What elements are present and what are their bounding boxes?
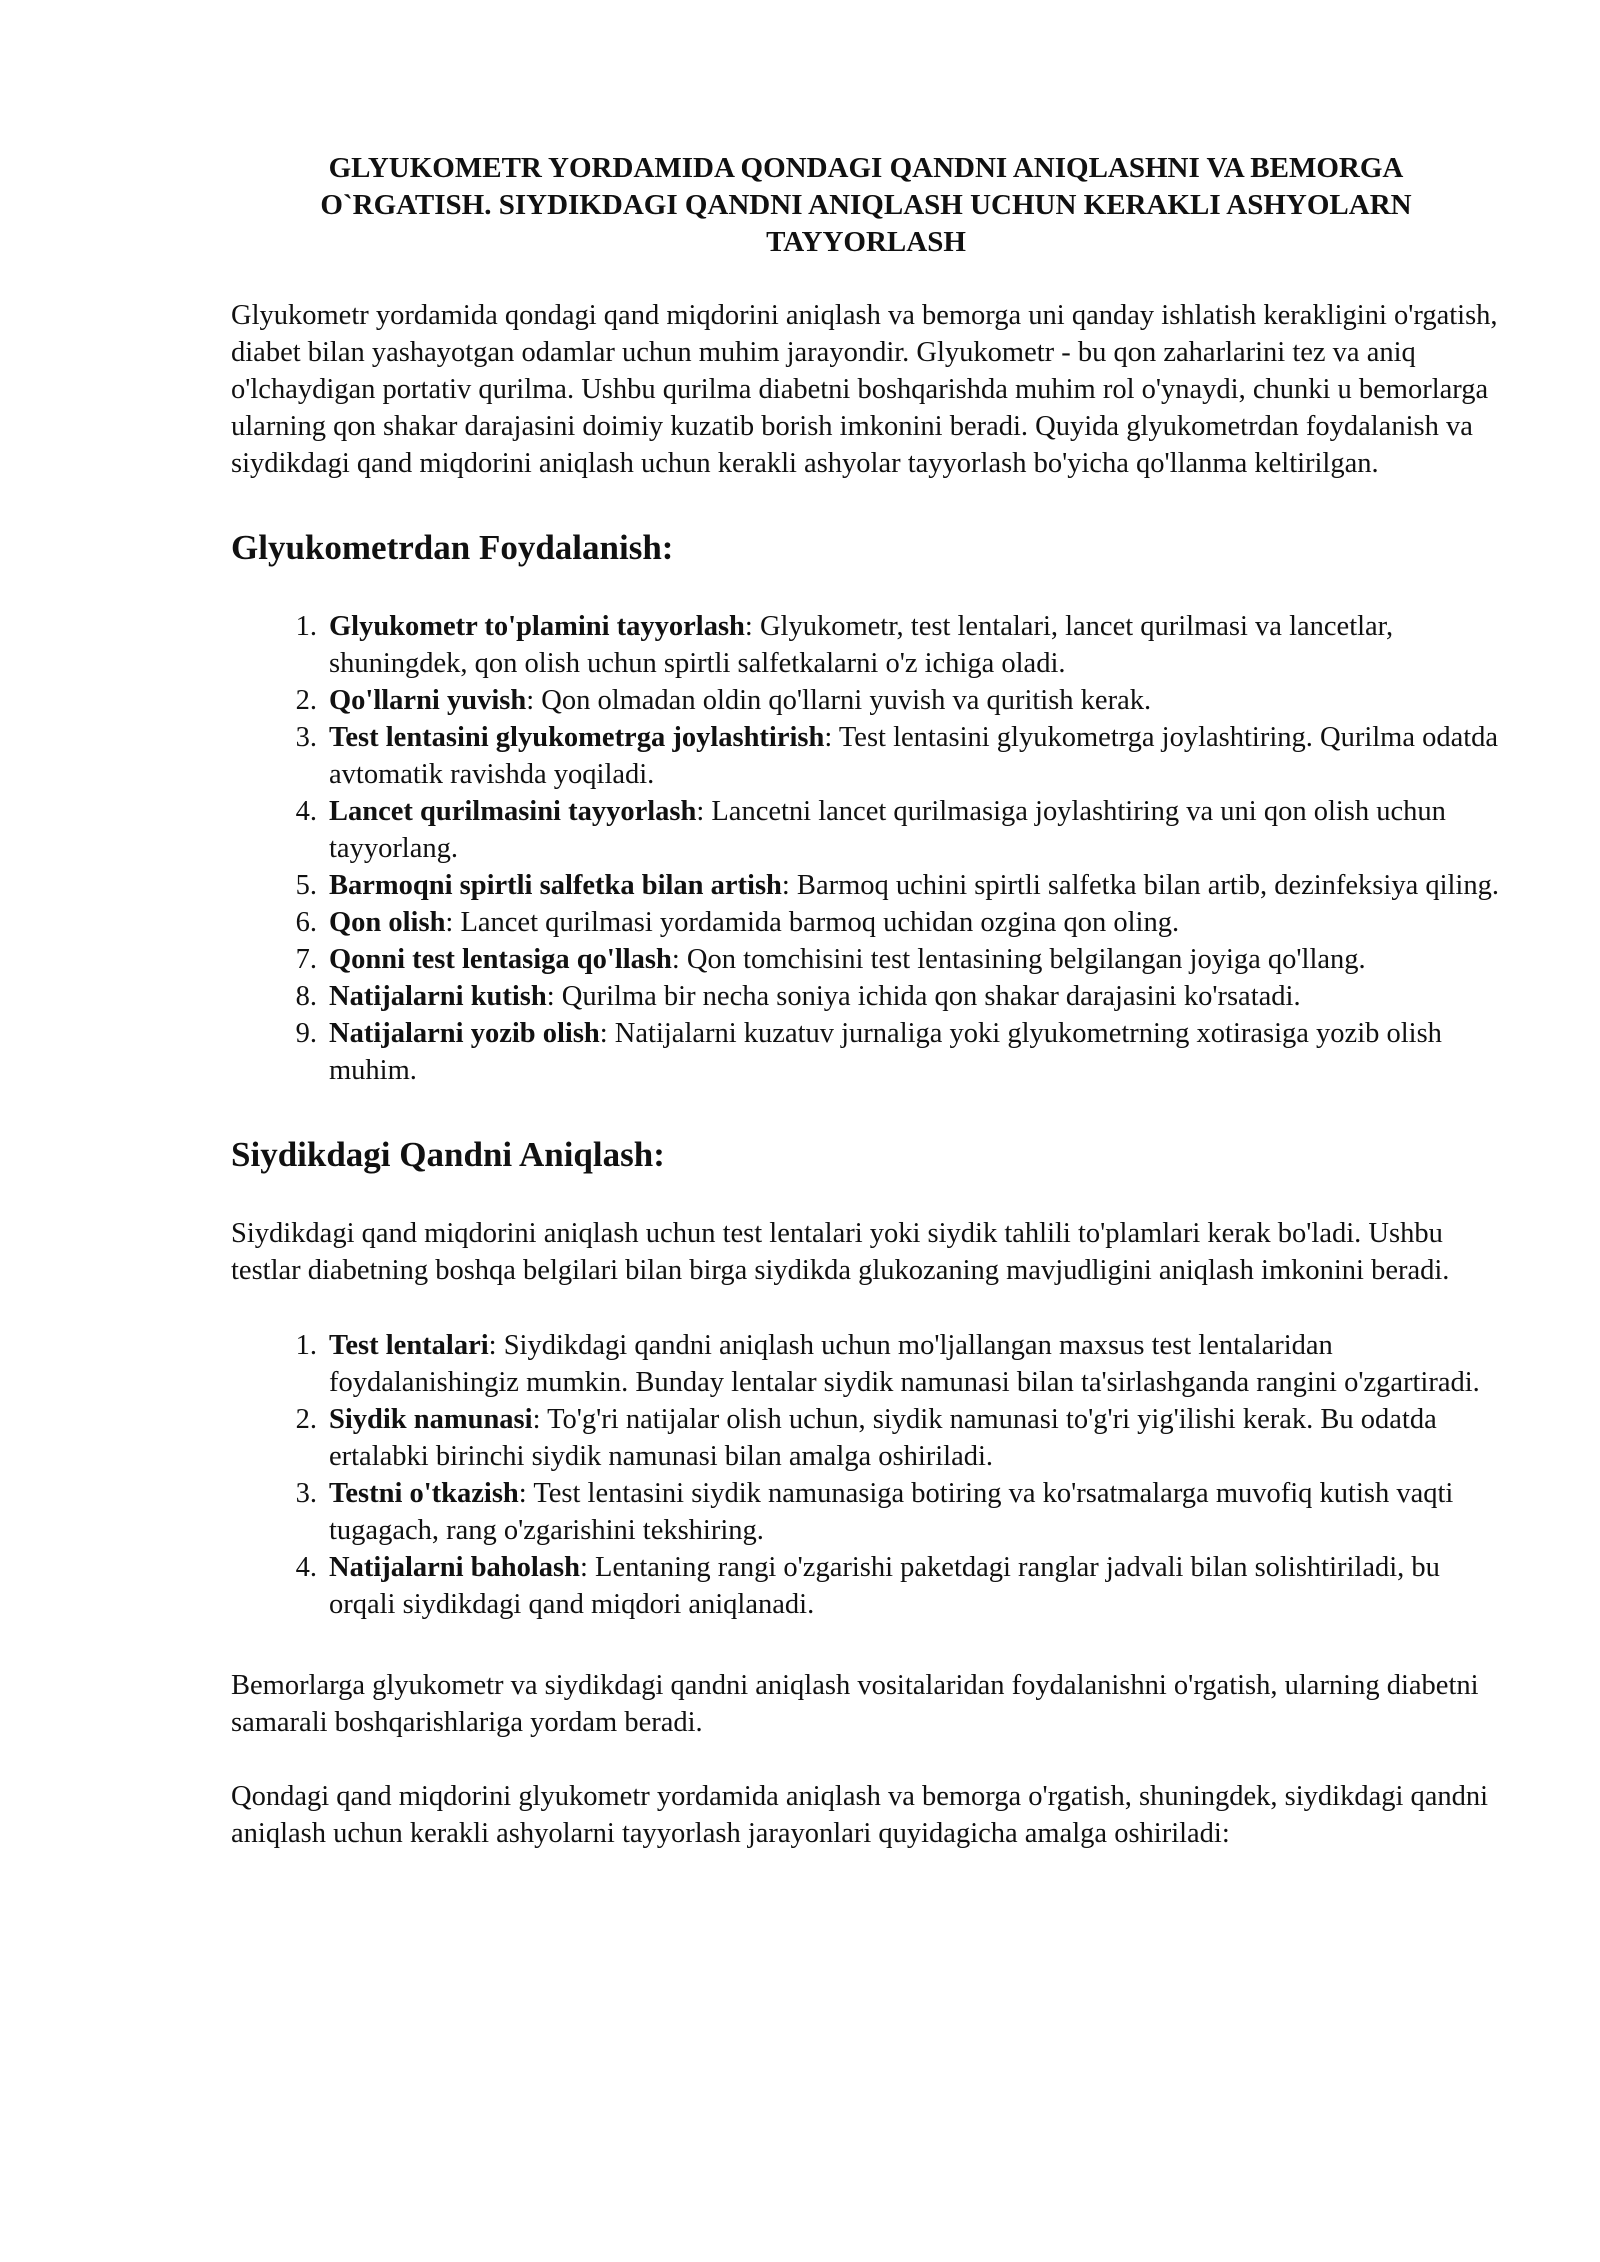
list-item [231, 1475, 1501, 1549]
list-item-term: Qon olish [329, 907, 446, 938]
list-item-text: : Lentaning rangi o'zgarishi paketdagi ranglar jadvali bilan solishtiriladi, bu orqali siydikdagi qand miqdori aniqlanadi. [329, 1552, 1440, 1620]
list-item-number: 1. [295, 611, 317, 642]
list-item-number: 3. [295, 1478, 317, 1509]
intro-paragraph: Glyukometr yordamida qondagi qand miqdorini aniqlash va bemorga uni qanday ishlatish kerakligini o'rgatish, diabet bilan yashayotgan odamlar uchun muhim jarayondir. Glyukometr - bu qon zaharlarini tez va aniq o'lchaydigan portativ qurilma. Ushbu qurilma diabetni boshqarishda muhim rol o'ynaydi, chunki u bemorlarga ularning qon shakar darajasini doimiy kuzatib borish imkonini beradi. Quyida glyukometrdan foydalanish va siydikdagi qand miqdorini aniqlash uchun kerakli ashyolar tayyorlash bo'yicha qo'llanma keltirilgan. [231, 300, 1498, 479]
list-item-number: 1. [295, 1330, 317, 1361]
list-item [231, 978, 1501, 1015]
glucometer-steps-list [231, 608, 1501, 1089]
list-item-text: : Qurilma bir necha soniya ichida qon shakar darajasini ko'rsatadi. [546, 981, 1301, 1012]
list-item-text: : Qon olmadan oldin qo'llarni yuvish va quritish kerak. [526, 685, 1152, 716]
list-item-text: : Barmoq uchini spirtli salfetka bilan artib, dezinfeksiya qiling. [781, 870, 1499, 901]
list-item-number: 4. [295, 1552, 317, 1583]
list-item [231, 608, 1501, 682]
list-item-number: 3. [295, 722, 317, 753]
list-item-number: 5. [295, 870, 317, 901]
urine-intro-paragraph: Siydikdagi qand miqdorini aniqlash uchun test lentalari yoki siydik tahlili to'plamlari kerak bo'ladi. Ushbu testlar diabetning boshqa belgilari bilan birga siydikda glukozaning mavjudligini aniqlash imkonini beradi. [231, 1218, 1450, 1286]
list-item-term: Testni o'tkazish [329, 1478, 519, 1509]
closing-paragraph-2: Qondagi qand miqdorini glyukometr yordamida aniqlash va bemorga o'rgatish, shuningdek, siydikdagi qandni aniqlash uchun kerakli ashyolarni tayyorlash jarayonlari quyidagicha amalga oshiriladi: [231, 1781, 1489, 1849]
list-item [231, 1015, 1501, 1089]
list-item-text: : Qon tomchisini test lentasining belgilangan joyiga qo'llang. [671, 944, 1366, 975]
list-item [231, 719, 1501, 793]
list-item-term: Glyukometr to'plamini tayyorlash [329, 611, 745, 642]
list-item-term: Qo'llarni yuvish [329, 685, 527, 716]
urine-steps-list [231, 1327, 1501, 1623]
list-item-text: : To'g'ri natijalar olish uchun, siydik namunasi to'g'ri yig'ilishi kerak. Bu odatda ertalabki birinchi siydik namunasi bilan amalga oshiriladi. [329, 1404, 1437, 1472]
section-heading-glucometer: Glyukometrdan Foydalanish: [231, 528, 674, 567]
list-item-term: Test lentalari [329, 1330, 489, 1361]
list-item-text: : Test lentasini glyukometrga joylashtiring. Qurilma odatda avtomatik ravishda yoqiladi. [329, 722, 1499, 790]
list-item [231, 904, 1501, 941]
list-item-term: Qonni test lentasiga qo'llash [329, 944, 672, 975]
list-item-term: Natijalarni baholash [329, 1552, 581, 1583]
list-item-number: 4. [295, 796, 317, 827]
list-item [231, 1401, 1501, 1475]
list-item-text: : Siydikdagi qandni aniqlash uchun mo'ljallangan maxsus test lentalaridan foydalanishingiz mumkin. Bunday lentalar siydik namunasi bilan ta'sirlashganda rangini o'zgartiradi. [329, 1330, 1480, 1398]
list-item-text: : Lancet qurilmasi yordamida barmoq uchidan ozgina qon oling. [445, 907, 1180, 938]
list-item [231, 793, 1501, 867]
list-item-term: Lancet qurilmasini tayyorlash [329, 796, 697, 827]
closing-paragraph-1: Bemorlarga glyukometr va siydikdagi qandni aniqlash vositalaridan foydalanishni o'rgatish, ularning diabetni samarali boshqarishlariga yordam beradi. [231, 1670, 1479, 1738]
list-item-number: 7. [295, 944, 317, 975]
list-item-number: 6. [295, 907, 317, 938]
list-item [231, 682, 1501, 719]
section-heading-urine: Siydikdagi Qandni Aniqlash: [231, 1135, 665, 1174]
list-item-number: 2. [295, 1404, 317, 1435]
list-item-text: : Test lentasini siydik namunasiga botiring va ko'rsatmalarga muvofiq kutish vaqti tugagach, rang o'zgarishini tekshiring. [329, 1478, 1454, 1546]
list-item-number: 8. [295, 981, 317, 1012]
list-item [231, 1327, 1501, 1401]
list-item [231, 1549, 1501, 1623]
list-item-text: : Lancetni lancet qurilmasiga joylashtiring va uni qon olish uchun tayyorlang. [329, 796, 1446, 864]
list-item-term: Natijalarni yozib olish [329, 1018, 600, 1049]
list-item-number: 9. [295, 1018, 317, 1049]
list-item-term: Barmoqni spirtli salfetka bilan artish [329, 870, 782, 901]
document-title: GLYUKOMETR YORDAMIDA QONDAGI QANDNI ANIQLASHNI VA BEMORGA O`RGATISH. SIYDIKDAGI QANDNI ANIQLASH UCHUN KERAKLI ASHYOLARN TAYYORLASH [320, 152, 1412, 258]
document-page [231, 150, 1501, 1852]
list-item-term: Test lentasini glyukometrga joylashtirish [329, 722, 825, 753]
list-item-term: Natijalarni kutish [329, 981, 547, 1012]
list-item [231, 867, 1501, 904]
list-item-number: 2. [295, 685, 317, 716]
list-item-text: : Glyukometr, test lentalari, lancet qurilmasi va lancetlar, shuningdek, qon olish uchun spirtli salfetkalarni o'z ichiga oladi. [329, 611, 1394, 679]
list-item [231, 941, 1501, 978]
list-item-term: Siydik namunasi [329, 1404, 533, 1435]
list-item-text: : Natijalarni kuzatuv jurnaliga yoki glyukometrning xotirasiga yozib olish muhim. [329, 1018, 1442, 1086]
